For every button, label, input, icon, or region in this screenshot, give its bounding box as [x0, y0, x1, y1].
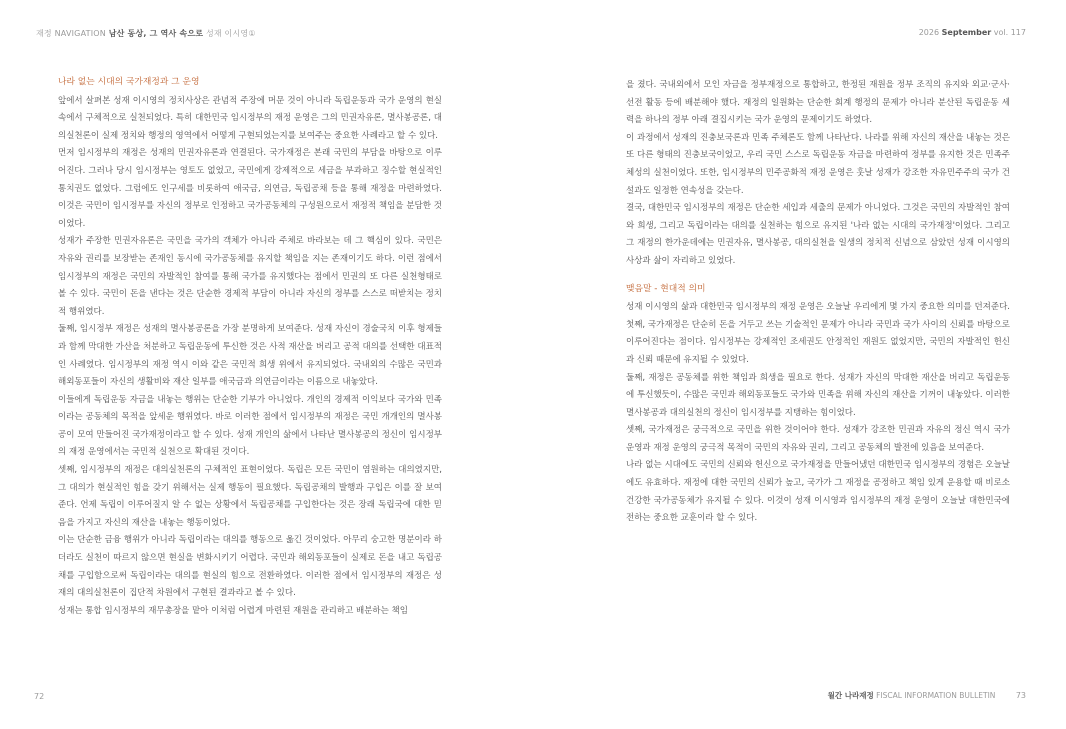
running-footer-right	[828, 690, 1026, 701]
issue-month: September	[941, 28, 992, 37]
section-label: 재정 NAVIGATION	[36, 29, 106, 38]
paragraph: 성재가 주장한 민권자유론은 국민을 국가의 객체가 아니라 주체로 바라보는 데 그 핵심이 있다. 국민은 자유와 권리를 보장받는 존재인 동시에 국가공동체를 유지할 책임을 지는 존재이기도 하다. 이런 점에서 임시정부의 재정은 국민의 자발적인 참여를 통해 국가를 유지했다는 점에서 민권의 또 다른 실천형태로 볼 수 있다. 국민이 돈을 낸다는 것은 단순한 경제적 부담이 아니라 자신의 정부를 스스로 떠받치는 정치적 행위였다.	[58, 236, 442, 317]
paragraph: 셋째, 임시정부의 재정은 대의실천론의 구체적인 표현이었다. 독립은 모든 국민이 염원하는 대의였지만, 그 대의가 현실적인 힘을 갖기 위해서는 실제 행동이 필요했다. 독립공채의 발행과 구입은 이를 잘 보여준다. 언제 독립이 이루어질지 알 수 없는 상황에서 독립공채를 구입한다는 것은 장래 독립국에 대한 믿음을 가지고 자신의 재산을 내놓는 행동이었다.	[58, 465, 442, 528]
article-title: 남산 동상, 그 역사 속으로	[108, 29, 204, 38]
paragraph: 이들에게 독립운동 자금을 내놓는 행위는 단순한 기부가 아니었다. 개인의 경제적 이익보다 국가와 민족이라는 공동체의 목적을 앞세운 행위였다. 바로 이러한 점에서 임시정부의 재정은 국민 개개인의 멸사봉공이 모여 만들어진 국가재정이라고 할 수 있다. 성재 개인의 삶에서 나타난 멸사봉공의 정신이 임시정부의 재정 운영에서는 국민적 실천으로 확대된 것이다.	[58, 394, 442, 458]
paragraph: 먼저 임시정부의 재정은 성재의 민권자유론과 연결된다. 국가재정은 본래 국민의 부담을 바탕으로 이루어진다. 그러나 당시 임시정부는 영토도 없었고, 국민에게 강제적으로 세금을 부과하고 징수할 현실적인 통치권도 없었다. 그럼에도 인구세를 비롯하여 애국금, 의연금, 독립공채 등을 통해 재정을 마련하였다. 이것은 국민이 임시정부를 자신의 정부로 인정하고 국가공동체의 구성원으로서 재정적 책임을 분담한 것이었다.	[58, 148, 442, 229]
magazine-title: FISCAL INFORMATION BULLETIN	[876, 691, 996, 700]
article-subtitle: 성재 이시영①	[205, 29, 256, 38]
section-spacer	[626, 271, 1010, 281]
right-page-column	[626, 77, 1010, 528]
running-header-right	[919, 28, 1026, 37]
paragraph: 이는 단순한 금융 행위가 아니라 독립이라는 대의를 행동으로 옮긴 것이었다. 아무리 숭고한 명분이라 하더라도 실천이 따르지 않으면 현실을 변화시키기 어렵다. 국민과 해외동포들이 실제로 돈을 내고 독립공채를 구입함으로써 독립이라는 대의를 현실의 힘으로 전환하였다. 이러한 점에서 임시정부의 재정은 성재의 대의실천론이 집단적 차원에서 구현된 결과라고 볼 수 있다.	[58, 535, 442, 599]
paragraph: 성재는 통합 임시정부의 재무총장을 맡아 이처럼 어렵게 마련된 재원을 관리하고 배분하는 책임	[58, 605, 408, 616]
magazine-brand: 월간 나라재정	[827, 691, 874, 700]
paragraph: 이 과정에서 성재의 진충보국론과 민족 주체론도 함께 나타난다. 나라를 위해 자신의 재산을 내놓는 것은 또 다른 형태의 진충보국이었고, 우리 국민 스스로 독립운동 자금을 마련하여 정부를 유지한 것은 민족주체성의 실천이었다. 또한, 임시정부의 민주공화적 재정 운영은 훗날 성재가 강조한 자유민주주의 국가 건설과도 일정한 연속성을 갖는다.	[626, 132, 1010, 196]
paragraph: 셋째, 국가재정은 궁극적으로 국민을 위한 것이어야 한다. 성재가 강조한 민권과 자유의 정신 역시 국가 운영과 재정 운영의 궁극적 목적이 국민의 자유와 권리, 그리고 공동체의 발전에 있음을 보여준다.	[626, 425, 1010, 453]
paragraph: 성재 이시영의 삶과 대한민국 임시정부의 재정 운영은 오늘날 우리에게 몇 가지 중요한 의미를 던져준다. 첫째, 국가재정은 단순히 돈을 거두고 쓰는 기술적인 문제가 아니라 국민과 국가 사이의 신뢰를 바탕으로 이루어진다는 점이다. 임시정부는 강제적인 조세권도 안정적인 재원도 없었지만, 국민의 자발적인 헌신과 신뢰 때문에 유지될 수 있었다.	[626, 302, 1010, 365]
page-number-left: 72	[34, 692, 45, 701]
paragraph: 을 졌다. 국내외에서 모인 자금을 정부재정으로 통합하고, 한정된 재원을 정부 조직의 유지와 외교·군사·선전 활동 등에 배분해야 했다. 재정의 일원화는 단순한 회계 행정의 문제가 아니라 분산된 독립운동 세력을 하나의 정부 아래 결집시키는 국가 운영의 문제이기도 하였다.	[626, 80, 1010, 126]
paragraph: 둘째, 재정은 공동체를 위한 책임과 희생을 필요로 한다. 성재가 자신의 막대한 재산을 버리고 독립운동에 투신했듯이, 수많은 국민과 해외동포들도 국가와 민족을 위해 자신의 재산을 기꺼이 내놓았다. 이러한 멸사봉공과 대의실천의 정신이 임시정부를 지탱하는 힘이었다.	[626, 372, 1010, 418]
section-title-right: 맺음말 - 현대적 의미	[626, 283, 706, 294]
issue-year: 2026	[918, 28, 940, 37]
page-number-right: 73	[1015, 691, 1026, 700]
left-page-column	[58, 74, 442, 620]
paragraph: 나라 없는 시대에도 국민의 신뢰와 헌신으로 국가재정을 만들어냈던 대한민국 임시정부의 경험은 오늘날에도 유효하다. 재정에 대한 국민의 신뢰가 높고, 국가가 그 재정을 공정하고 책임 있게 운용할 때 비로소 건강한 국가공동체가 유지될 수 있다. 이것이 성재 이시영과 임시정부의 재정 운영이 오늘날 대한민국에 전하는 중요한 교훈이라 할 수 있다.	[626, 460, 1010, 524]
paragraph: 앞에서 살펴본 성재 이시영의 정치사상은 관념적 주장에 머문 것이 아니라 독립운동과 국가 운영의 현실 속에서 구체적으로 실천되었다. 특히 대한민국 임시정부의 재정 운영은 그의 민권자유론, 멸사봉공론, 대의실천론이 실제 정치와 행정의 영역에서 어떻게 구현되었는지를 보여주는 중요한 사례라고 할 수 있다.	[58, 95, 442, 141]
running-header-left	[36, 28, 256, 39]
paragraph: 결국, 대한민국 임시정부의 재정은 단순한 세입과 세출의 문제가 아니었다. 그것은 국민의 자발적인 참여와 희생, 그리고 독립이라는 대의를 실천하는 힘으로 유지된 '나라 없는 시대의 국가재정'이었다. 그리고 그 재정의 한가운데에는 민권자유, 멸사봉공, 대의실천을 일생의 정치적 신념으로 삼았던 성재 이시영의 사상과 삶이 자리하고 있었다.	[626, 203, 1010, 266]
issue-volume: vol. 117	[993, 28, 1026, 37]
section-title-left: 나라 없는 시대의 국가재정과 그 운영	[58, 77, 200, 87]
paragraph: 둘째, 임시정부 재정은 성재의 멸사봉공론을 가장 분명하게 보여준다. 성재 자신이 경술국치 이후 형제들과 함께 막대한 가산을 처분하고 독립운동에 투신한 것은 사적 재산을 버리고 공적 대의를 선택한 대표적인 사례였다. 임시정부의 재정 역시 이와 같은 국민적 희생 위에서 유지되었다. 국내외의 수많은 국민과 해외동포들이 자신의 생활비와 재산 일부를 애국금과 의연금이라는 이름으로 내놓았다.	[58, 324, 442, 388]
